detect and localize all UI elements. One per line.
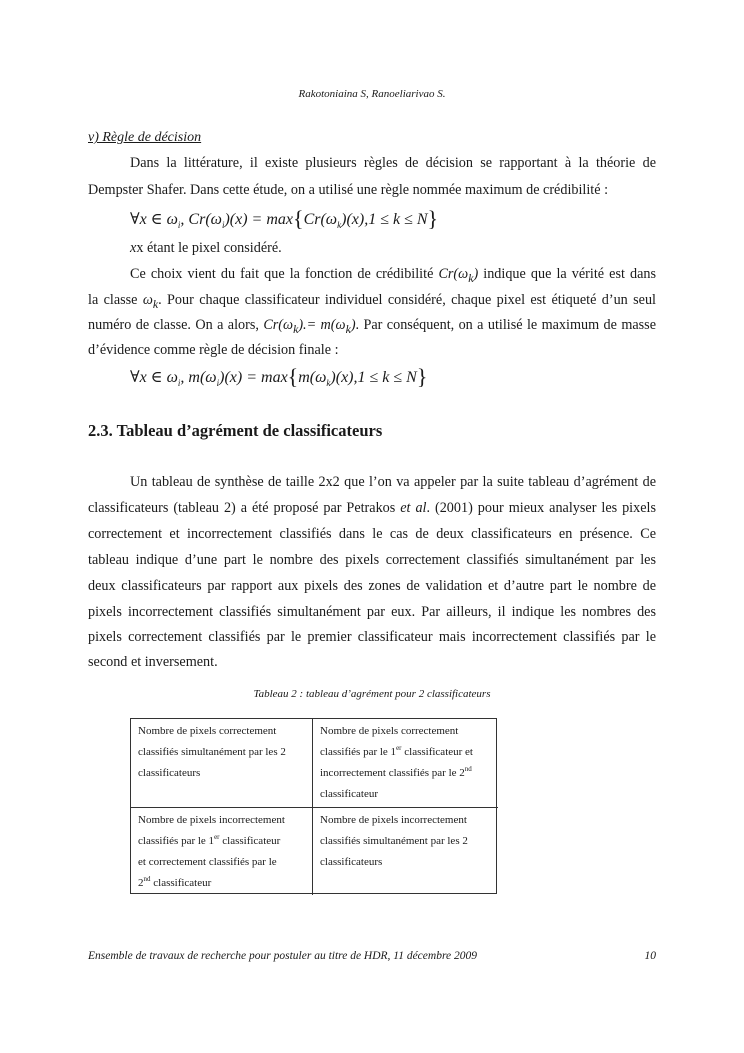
- cell-line: Nombre de pixels incorrectement: [138, 814, 285, 826]
- subsection-title: v) Règle de décision: [88, 130, 202, 145]
- text: x étant le pixel considéré.: [136, 240, 282, 256]
- paragraph-line: tableau indique d’une part le nombre des pixels correctement classifiés simultanément par les: [88, 552, 656, 568]
- formula-text: )(x),1 ≤ k ≤ N: [330, 369, 417, 386]
- cell-line: Nombre de pixels incorrectement: [320, 814, 467, 826]
- formula-text: , Cr(ω: [180, 211, 222, 228]
- paragraph-line: Dempster Shafer. Dans cette étude, on a utilisé une règle nommée maximum de crédibilité :: [88, 182, 609, 198]
- superscript: er: [214, 833, 220, 841]
- math-inline: [263, 317, 356, 336]
- superscript: er: [396, 744, 402, 752]
- cell-line: classificateurs: [320, 856, 383, 868]
- text: classificateur et: [401, 746, 473, 758]
- brace-open: {: [287, 364, 299, 389]
- text: . Par conséquent, on a utilisé le maximum de masse: [355, 317, 656, 333]
- math-text: ): [350, 317, 356, 333]
- text: incorrectement classifiés par le 2: [320, 767, 465, 779]
- formula-text: )(x) = max: [224, 211, 294, 228]
- formula-sub: i: [177, 378, 181, 389]
- paragraph-line: d’évidence comme règle de décision finale :: [88, 342, 339, 358]
- cell-line: [320, 763, 498, 784]
- math-text: Cr(ω: [263, 317, 294, 333]
- formula-sub: i: [177, 220, 181, 231]
- math-x: x: [130, 240, 137, 256]
- table-cell-both-correct: [131, 719, 313, 808]
- page-number: 10: [644, 950, 656, 962]
- formula-max-credibility: [130, 206, 438, 232]
- cell-line: [138, 873, 312, 894]
- formula-text: )(x),1 ≤ k ≤ N: [341, 211, 428, 228]
- paragraph-line: deux classificateurs par rapport aux pixels des zones de validation et d’autre part le nombre de: [88, 578, 656, 594]
- cell-line: classifiés simultanément par les 2: [138, 746, 286, 758]
- math-text: ): [473, 266, 479, 282]
- text: classificateur: [219, 835, 281, 847]
- paragraph-line: correctement et incorrectement classifiés dans le cas de deux classificateurs en présence. Ce: [88, 526, 656, 542]
- cell-line: classifiés simultanément par les 2: [320, 835, 468, 847]
- brace-close: }: [416, 364, 428, 389]
- table-cell-first-correct: [313, 719, 498, 808]
- math-text: Cr(ω: [438, 266, 469, 282]
- paragraph-line: [88, 315, 656, 339]
- math-sub: k: [152, 296, 159, 311]
- cell-line: et correctement classifiés par le: [138, 856, 277, 868]
- formula-text: , m(ω: [180, 369, 217, 386]
- text: classifiés par le 1: [138, 835, 215, 847]
- running-header: Rakotoniaina S, Ranoeliarivao S.: [298, 88, 446, 100]
- footer-text: Ensemble de travaux de recherche pour postuler au titre de HDR, 11 décembre 2009: [88, 950, 477, 962]
- math-sub: k: [468, 270, 474, 285]
- paragraph-line: [130, 238, 656, 258]
- formula-sub: i: [216, 378, 220, 389]
- paragraph-line: [88, 290, 656, 314]
- formula-sub: i: [221, 220, 225, 231]
- formula-text: ∀x ∈ ω: [130, 211, 178, 228]
- text: classificateurs (tableau 2) a été proposé par Petrakos: [88, 500, 401, 516]
- agreement-table: [130, 718, 497, 894]
- text: numéro de classe. On a alors,: [88, 317, 264, 333]
- text: indique que la vérité est dans: [478, 266, 656, 282]
- superscript: nd: [143, 875, 151, 883]
- paragraph-line: second et inversement.: [88, 654, 218, 670]
- table-cell-second-correct: [131, 808, 313, 895]
- paragraph-line: Un tableau de synthèse de taille 2x2 que l’on va appeler par la suite tableau d’agrément de: [130, 474, 656, 490]
- math-text: ω: [142, 292, 153, 308]
- math-inline: [438, 266, 479, 285]
- formula-text: ∀x ∈ ω: [130, 369, 178, 386]
- brace-open: {: [293, 206, 304, 231]
- formula-sub: k: [337, 220, 342, 231]
- et-al: et al: [400, 500, 427, 516]
- brace-close: }: [427, 206, 439, 231]
- section-heading: 2.3. Tableau d’agrément de classificateurs: [88, 421, 383, 440]
- math-inline: [142, 292, 159, 311]
- text: 2: [138, 877, 144, 889]
- math-sub: k: [293, 321, 299, 336]
- formula-text: m(ω: [298, 369, 327, 386]
- formula-sub: k: [326, 378, 331, 389]
- paragraph-line: Dans la littérature, il existe plusieurs règles de décision se rapportant à la théorie de: [130, 155, 656, 171]
- cell-line: classificateurs: [138, 767, 201, 779]
- superscript: nd: [464, 765, 472, 773]
- formula-text: Cr(ω: [303, 211, 338, 228]
- paragraph-line: pixels correctement classifiés par le premier classificateur mais incorrectement classifiés par le: [88, 629, 656, 645]
- math-text: ).= m(ω: [298, 317, 346, 333]
- paragraph-line: [88, 498, 656, 518]
- math-sub: k: [345, 321, 351, 336]
- table-caption: Tableau 2 : tableau d’agrément pour 2 classificateurs: [253, 688, 491, 700]
- cell-line: [320, 742, 498, 763]
- table-cell-both-incorrect: [313, 808, 498, 895]
- text: . Pour chaque classificateur individuel considéré, chaque pixel est étiqueté d’un seul: [158, 292, 656, 308]
- formula-text: )(x) = max: [219, 369, 288, 386]
- text: Ce choix vient du fait que la fonction de crédibilité: [130, 266, 439, 282]
- cell-line: [138, 831, 312, 852]
- cell-line: Nombre de pixels correctement: [138, 725, 277, 737]
- formula-max-mass: [130, 364, 427, 390]
- text: classifiés par le 1: [320, 746, 397, 758]
- paragraph-line: pixels incorrectement classifiés simultanément par eux. Par ailleurs, il indique les nombres des: [88, 604, 656, 620]
- text: classificateur: [150, 877, 212, 889]
- text: . (2001) pour mieux analyser les pixels: [426, 500, 656, 516]
- cell-line: Nombre de pixels correctement: [320, 725, 459, 737]
- paragraph-line: [130, 264, 656, 288]
- cell-line: classificateur: [320, 788, 379, 800]
- text: la classe: [88, 292, 143, 308]
